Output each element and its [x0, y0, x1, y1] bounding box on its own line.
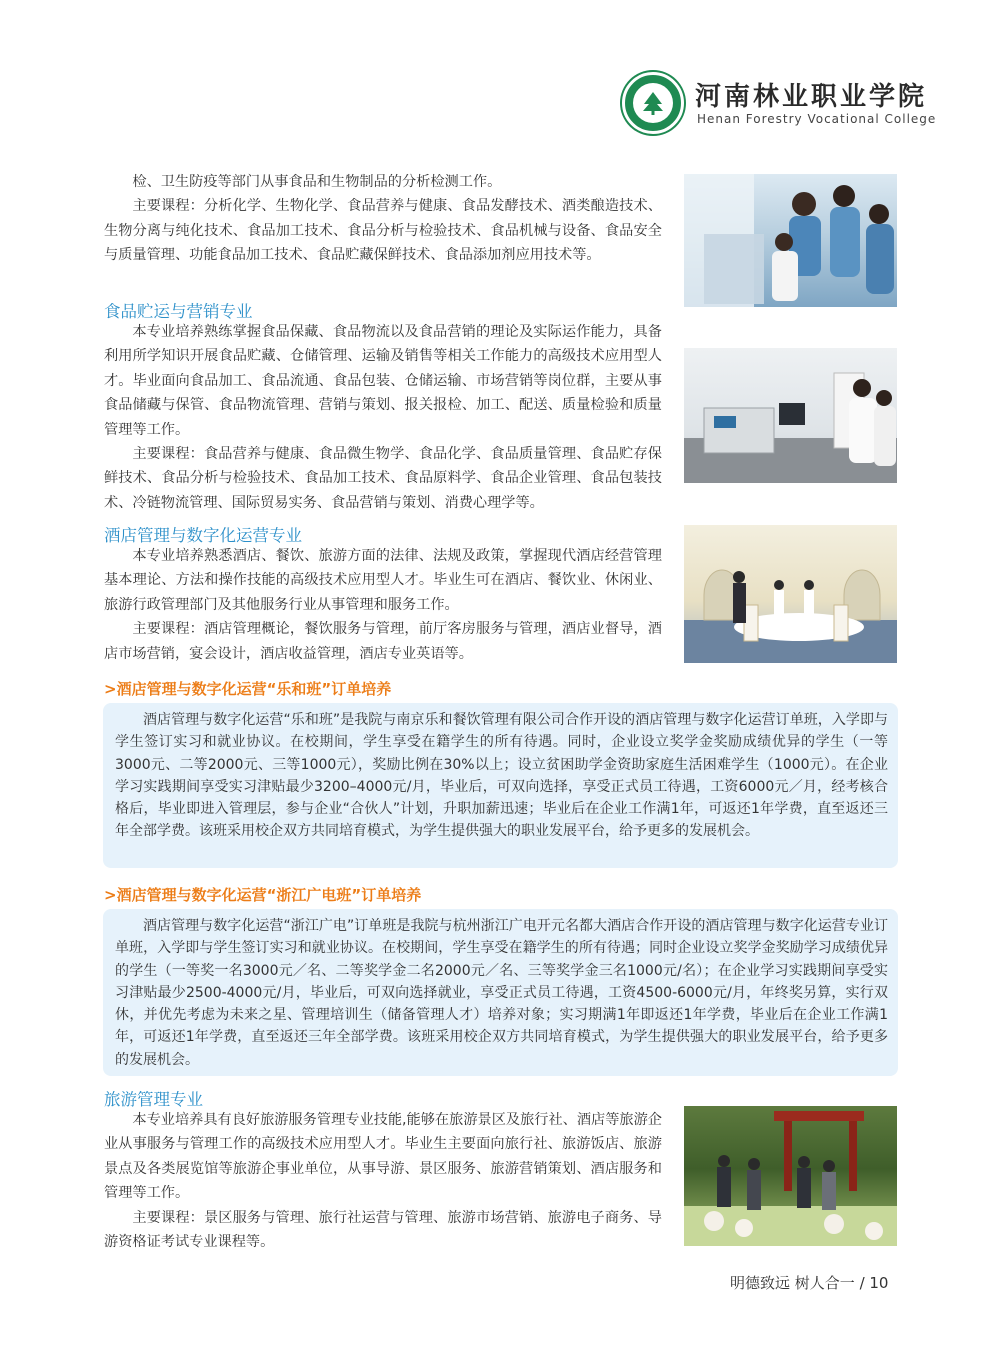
section-title-food-storage: 食品贮运与营销专业	[104, 302, 253, 321]
tourism-desc: 本专业培养具有良好旅游服务管理专业技能,能够在旅游景区及旅行社、酒店等旅游企业从事服务与管理工作的高级技术应用型人才。毕业生主要面向旅行社、旅游饭店、旅游景点及各类展览馆等旅游企事业单位，从事导游、景区服务、旅游营销策划、酒店服务和管理等工作。	[104, 1112, 662, 1202]
order-class-title-lehe: >酒店管理与数字化运营“乐和班”订单培养	[104, 680, 392, 698]
food-storage-block	[104, 320, 662, 515]
intro-courses: 主要课程：分析化学、生物化学、食品营养与健康、食品发酵技术、酒类酿造技术、生物分离与纯化技术、食品加工技术、食品分析与检验技术、食品机械与设备、食品安全与质量管理、功能食品加工技术、食品贮藏保鲜技术、食品添加剂应用技术等。	[104, 198, 662, 264]
order-class-box-lehe	[103, 703, 898, 868]
intro-block	[104, 170, 662, 268]
photo-banquet-hall	[684, 525, 897, 663]
intro-line: 检、卫生防疫等部门从事食品和生物制品的分析检测工作。	[132, 174, 502, 190]
photo-garden-visit	[684, 1106, 897, 1246]
food-storage-desc: 本专业培养熟练掌握食品保藏、食品物流以及食品营销的理论及实际运作能力，具备利用所学知识开展食品贮藏、仓储管理、运输及销售等相关工作能力的高级技术应用型人才。毕业面向食品加工、食品流通、食品包装、仓储运输、市场营销等岗位群，主要从事食品储藏与保管、食品物流管理、营销与策划、报关报检、加工、配送、质量检验和质量管理等工作。	[104, 324, 662, 438]
tourism-courses: 主要课程：景区服务与管理、旅行社运营与管理、旅游市场营销、旅游电子商务、导游资格证考试专业课程等。	[104, 1209, 662, 1251]
college-name-en: Henan Forestry Vocational College	[697, 112, 937, 126]
hotel-desc: 本专业培养熟悉酒店、餐饮、旅游方面的法律、法规及政策，掌握现代酒店经营管理基本理论、方法和操作技能的高级技术应用型人才。毕业生可在酒店、餐饮业、休闲业、旅游行政管理部门及其他服务行业从事管理和服务工作。	[104, 548, 662, 613]
college-logo	[622, 72, 684, 134]
order-class-body-lehe: 酒店管理与数字化运营“乐和班”是我院与南京乐和餐饮管理有限公司合作开设的酒店管理与数字化运营订单班，入学即与学生签订实习和就业协议。在校期间，学生享受在籍学生的所有待遇。同时，企业设立奖学金奖励成绩优异的学生（一等3000元、二等2000元、三等1000元），奖励比例在30%以上；设立贫困助学金资助家庭生活困难学生（1000元）。在企业学习实践期间享受实习津贴最少3200–4000元/月，毕业后，可双向选择，享受正式员工待遇，工资6000元／月，经考核合格后，毕业即进入管理层，参与企业“合伙人”计划，升职加薪迅速；毕业后在企业工作满1年，可返还1年学费，直至返还三年全部学费。该班采用校企双方共同培育模式，为学生提供强大的职业发展平台，给予更多的发展机会。	[115, 712, 888, 840]
hotel-courses: 主要课程：酒店管理概论，餐饮服务与管理，前厅客房服务与管理，酒店业督导，酒店市场营销，宴会设计，酒店收益管理，酒店专业英语等。	[104, 621, 662, 662]
section-title-hotel: 酒店管理与数字化运营专业	[104, 526, 302, 545]
section-title-tourism: 旅游管理专业	[104, 1090, 203, 1109]
food-storage-courses: 主要课程：食品营养与健康、食品微生物学、食品化学、食品质量管理、食品贮存保鲜技术、食品分析与检验技术、食品加工技术、食品原料学、食品企业管理、食品包装技术、冷链物流管理、国际贸易实务、食品营销与策划、消费心理学等。	[104, 446, 662, 511]
order-class-body-zhejiang: 酒店管理与数字化运营“浙江广电”订单班是我院与杭州浙江广电开元名都大酒店合作开设的酒店管理与数字化运营专业订单班，入学即与学生签订实习和就业协议。在校期间，学生享受在籍学生的所有待遇；同时企业设立奖学金奖励学习成绩优异的学生（一等奖一名3000元／名、二等奖学金二名2000元／名、三等奖学金三名1000元/名）；在企业学习实践期间享受实习津贴最少2500-4000元/月，毕业后，可双向选择就业，享受正式员工待遇，工资4500-6000元/月，年终奖另算，实行双休，并优先考虑为未来之星、管理培训生（储备管理人才）培养对象；实习期满1年即返还1年学费，毕业后在企业工作满1年，可返还1年学费，直至返还三年全部学费。该班采用校企双方共同培育模式，为学生提供强大的职业发展平台，给予更多的发展机会。	[115, 918, 888, 1068]
order-class-box-zhejiang	[103, 909, 898, 1076]
photo-lab-equipment	[684, 348, 897, 483]
photo-lab-students	[684, 174, 897, 307]
tourism-block	[104, 1108, 662, 1254]
footer-motto: 明德致远 树人合一	[730, 1274, 855, 1292]
hotel-block	[104, 544, 662, 666]
order-class-title-zhejiang: >酒店管理与数字化运营“浙江广电班”订单培养	[104, 886, 422, 904]
page-number: / 10	[859, 1274, 889, 1292]
tree-icon	[633, 83, 673, 123]
page-footer	[730, 1272, 888, 1293]
college-name-cn: 河南林业职业学院	[695, 82, 928, 112]
